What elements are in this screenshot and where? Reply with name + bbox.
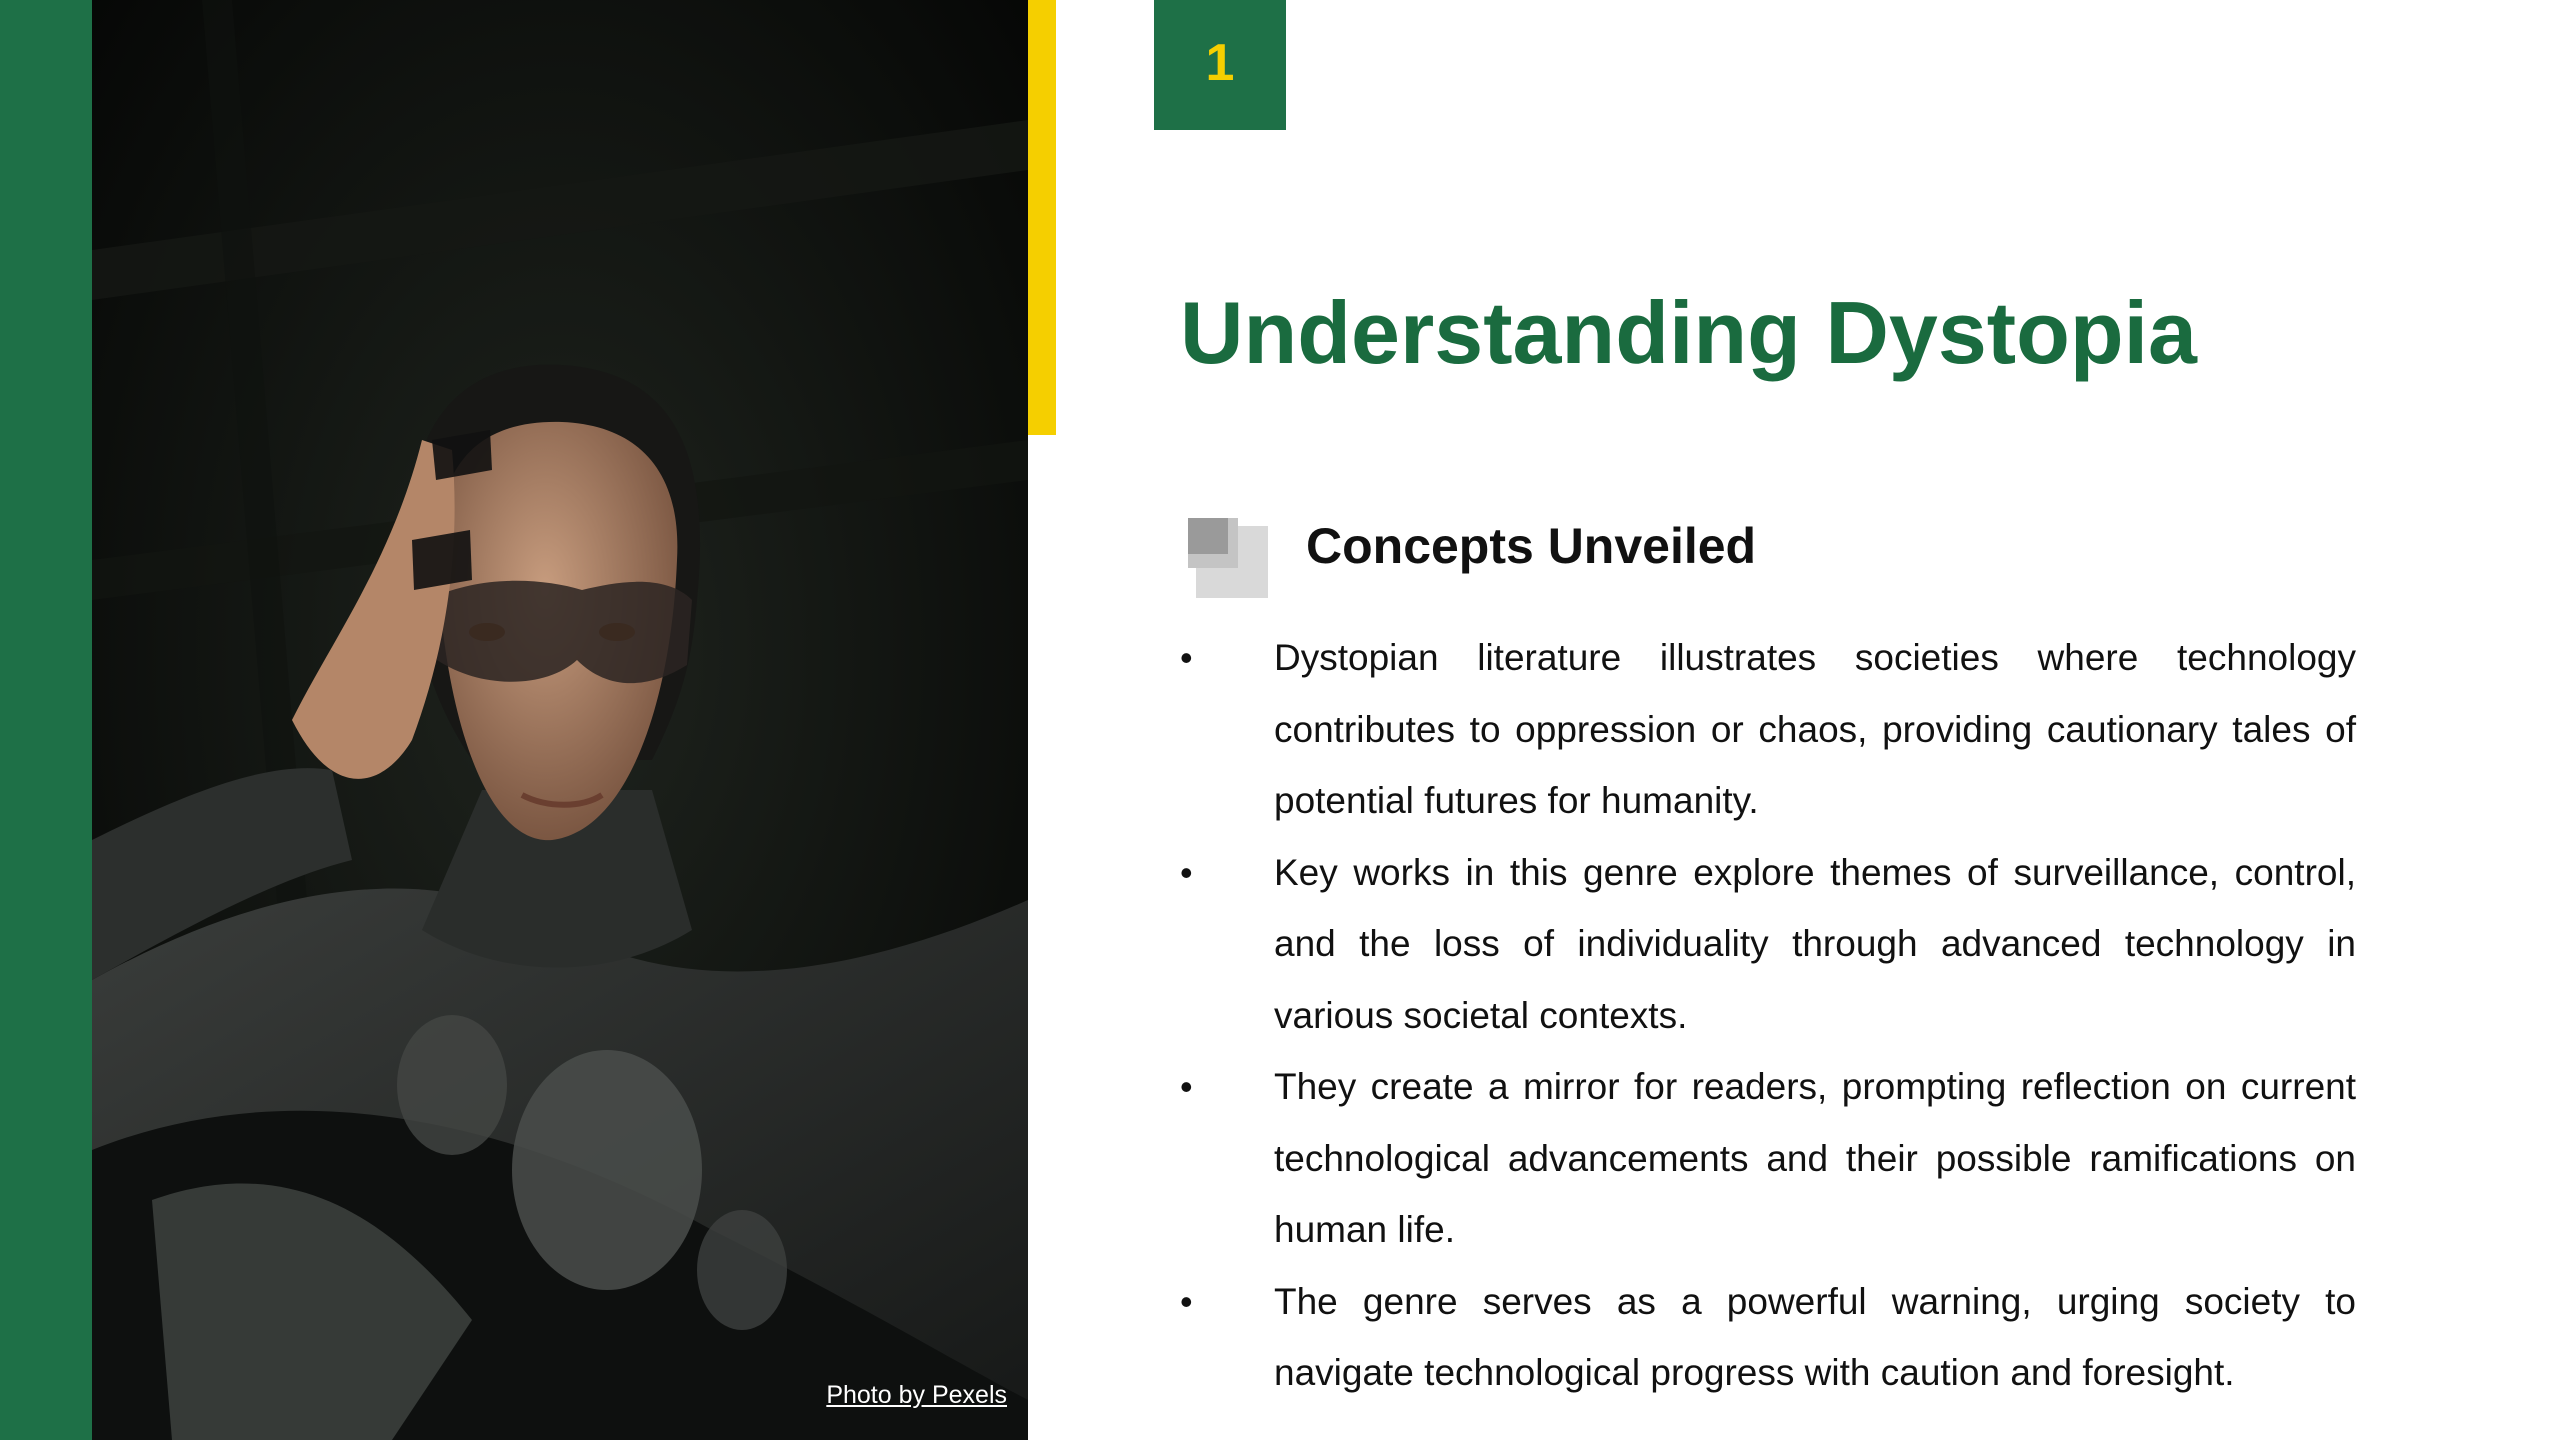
- bullet-item: • Key works in this genre explore themes of surveillance, control, and the loss of individuality through advanced technology in various societal contexts.: [1180, 837, 2356, 1052]
- portrait-illustration: [92, 0, 1028, 1440]
- slide-title: Understanding Dystopia: [1180, 283, 2197, 382]
- slide-number: 1: [1205, 34, 1235, 92]
- section-subtitle: Concepts Unveiled: [1306, 518, 1757, 574]
- photo-credit-link[interactable]: Photo by Pexels: [826, 1381, 1007, 1409]
- bullet-list: [1180, 622, 2356, 1409]
- left-accent-bar: [0, 0, 92, 1440]
- slide-photo: [92, 0, 1028, 1440]
- bullet-item: • They create a mirror for readers, prompting reflection on current technological advancements and their possible ramifications on human life.: [1180, 1051, 2356, 1266]
- slide-number-badge: [1154, 0, 1286, 130]
- bullet-item: • Dystopian literature illustrates societies where technology contributes to oppression or chaos, providing cautionary tales of potential futures for humanity.: [1180, 622, 2356, 837]
- yellow-accent-bar: [1028, 0, 1056, 435]
- icon-square-front: [1188, 518, 1228, 554]
- bullet-item: • The genre serves as a powerful warning, urging society to navigate technological progress with caution and foresight.: [1180, 1266, 2356, 1409]
- stacked-squares-icon: [1188, 518, 1268, 598]
